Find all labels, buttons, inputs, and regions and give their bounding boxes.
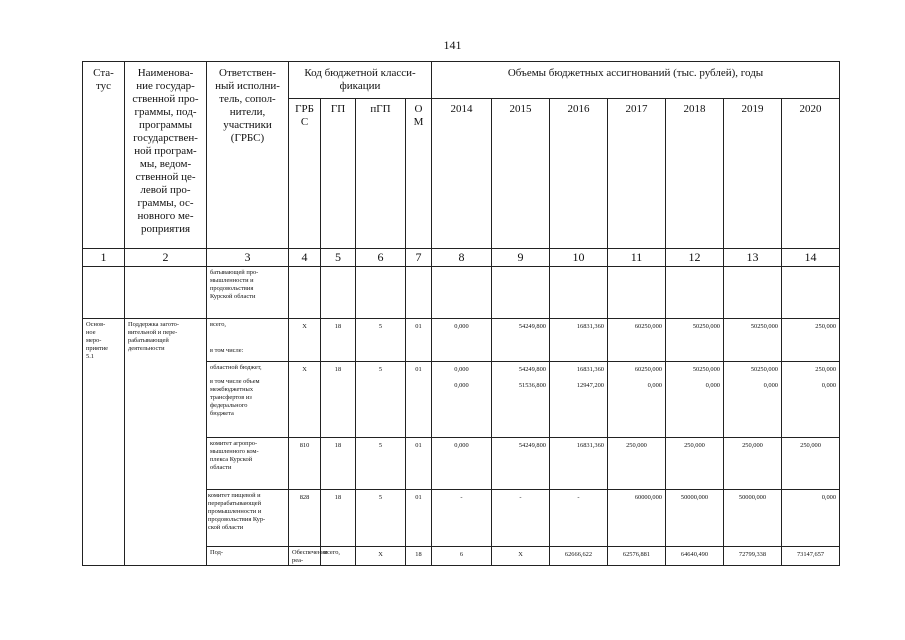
value-cell: 50000,000 xyxy=(724,490,782,547)
om-cell: 01 xyxy=(406,362,432,438)
value-cell: 54249,800 xyxy=(492,319,550,362)
value-cell: 72799,338 xyxy=(724,547,782,566)
responsible-cell xyxy=(207,362,289,438)
responsible-cell: комитет пищевой и перерабатывающей промышленности и продовольствия Кур- ской области xyxy=(207,490,289,547)
value-cell: 50250,000 xyxy=(666,319,724,362)
pgp-cell: 5 xyxy=(356,490,406,547)
column-number: 11 xyxy=(608,249,666,267)
value-cell xyxy=(492,362,550,438)
header-budget-volumes: Объемы бюджетных ассигнований (тыс. рублей), годы xyxy=(432,62,840,99)
value-cell: 16831,360 xyxy=(550,438,608,490)
value: 60250,000 xyxy=(634,366,662,373)
column-number: 7 xyxy=(406,249,432,267)
value: 54249,800 xyxy=(518,366,546,373)
value-cell: 60000,000 xyxy=(608,490,666,547)
value-cell: 62666,622 xyxy=(550,547,608,566)
regional-budget-label: областной бюджет, xyxy=(210,364,262,371)
column-number: 3 xyxy=(207,249,289,267)
value: 0,000 xyxy=(705,382,720,389)
value: 250,000 xyxy=(815,366,837,373)
budget-table xyxy=(82,61,840,566)
column-number: 2 xyxy=(125,249,207,267)
column-number-row xyxy=(83,249,840,267)
value: 0,000 xyxy=(454,366,469,373)
header-budget-code: Код бюджетной класси- фикации xyxy=(289,62,432,99)
header-gp: ГП xyxy=(321,99,356,249)
row-program-name: Поддержка загото- вительной и пере- рабатывающей деятельности xyxy=(125,319,207,566)
pgp-cell: 5 xyxy=(356,438,406,490)
column-number: 14 xyxy=(782,249,840,267)
value: 16831,360 xyxy=(576,366,604,373)
value-cell: 64640,490 xyxy=(666,547,724,566)
value: 50250,000 xyxy=(750,366,778,373)
page-number: 141 xyxy=(443,38,462,52)
value-cell: 250,000 xyxy=(782,438,840,490)
column-number: 4 xyxy=(289,249,321,267)
value-cell: 250,000 xyxy=(724,438,782,490)
grbs-cell: X xyxy=(289,319,321,362)
header-row-group xyxy=(83,62,840,99)
column-number: 13 xyxy=(724,249,782,267)
header-year: 2014 xyxy=(432,99,492,249)
header-year: 2020 xyxy=(782,99,840,249)
om-cell: 01 xyxy=(406,319,432,362)
value-cell: - xyxy=(432,490,492,547)
pgp-cell: 6 xyxy=(432,547,492,566)
value-cell: 54249,800 xyxy=(492,438,550,490)
header-responsible: Ответствен- ный исполни- тель, сопол- нители, участники (ГРБС) xyxy=(207,62,289,249)
grbs-cell: X xyxy=(356,547,406,566)
gp-cell: 18 xyxy=(321,490,356,547)
header-om: О М xyxy=(406,99,432,249)
responsible-cell: батывающей про- мышленности и продовольствия Курской области xyxy=(207,267,289,319)
table-row xyxy=(83,319,840,362)
om-cell: 01 xyxy=(406,490,432,547)
grbs-cell: X xyxy=(289,362,321,438)
gp-cell: 18 xyxy=(321,438,356,490)
value-cell: 73147,657 xyxy=(782,547,840,566)
value-cell: 16831,360 xyxy=(550,319,608,362)
column-number: 6 xyxy=(356,249,406,267)
value: 12947,200 xyxy=(576,382,604,389)
table-row xyxy=(83,267,840,319)
value: 50250,000 xyxy=(692,366,720,373)
value: 0,000 xyxy=(821,382,837,389)
value-cell: 0,000 xyxy=(782,490,840,547)
value-cell: 50000,000 xyxy=(666,490,724,547)
value-cell: 50250,000 xyxy=(724,319,782,362)
value-cell: 250,000 xyxy=(782,319,840,362)
value-cell xyxy=(432,362,492,438)
value-cell: 62576,881 xyxy=(608,547,666,566)
value: 0,000 xyxy=(647,382,662,389)
header-year: 2015 xyxy=(492,99,550,249)
value-cell xyxy=(608,362,666,438)
header-year: 2017 xyxy=(608,99,666,249)
grbs-cell: 810 xyxy=(289,438,321,490)
value-cell xyxy=(782,362,840,438)
gp-cell: 18 xyxy=(406,547,432,566)
row-status: Основ- ное меро- приятие 5.1 xyxy=(83,319,125,566)
column-number: 12 xyxy=(666,249,724,267)
header-year: 2019 xyxy=(724,99,782,249)
column-number: 5 xyxy=(321,249,356,267)
pgp-cell: 5 xyxy=(356,319,406,362)
including-label: в том числе: xyxy=(210,347,244,354)
column-number: 8 xyxy=(432,249,492,267)
value: 51536,800 xyxy=(518,382,546,389)
grbs-cell: 828 xyxy=(289,490,321,547)
value-cell: - xyxy=(492,490,550,547)
federal-transfers-label: в том числе объем межбюджетных трансфертов из федерального бюджета xyxy=(210,378,260,417)
header-status: Ста- тус xyxy=(83,62,125,249)
value-cell xyxy=(724,362,782,438)
responsible-cell: комитет агропро- мышленного ком- плекса Курской области xyxy=(207,438,289,490)
header-year: 2018 xyxy=(666,99,724,249)
total-label: всего, xyxy=(210,321,226,328)
value: 0,000 xyxy=(763,382,778,389)
column-number: 1 xyxy=(83,249,125,267)
value-cell: 0,000 xyxy=(432,438,492,490)
value-cell: - xyxy=(550,490,608,547)
header-program-name: Наименова- ние государ- ственной про- граммы, под- программы государствен- ной програм- мы, ведом- ственной це- левой про- граммы, ос- новного ме- роприятия xyxy=(125,62,207,249)
pgp-cell: 5 xyxy=(356,362,406,438)
om-cell: X xyxy=(492,547,550,566)
gp-cell: 18 xyxy=(321,362,356,438)
row-status: Под- xyxy=(207,547,289,566)
value-cell: 60250,000 xyxy=(608,319,666,362)
column-number: 9 xyxy=(492,249,550,267)
header-pgp: пГП xyxy=(356,99,406,249)
header-grbs: ГРБ С xyxy=(289,99,321,249)
value: 0,000 xyxy=(454,382,469,389)
responsible-cell xyxy=(207,319,289,362)
value-cell xyxy=(666,362,724,438)
row-program-name: Обеспечение реа- xyxy=(289,547,321,566)
column-number: 10 xyxy=(550,249,608,267)
responsible-cell: всего, xyxy=(321,547,356,566)
value-cell: 250,000 xyxy=(666,438,724,490)
om-cell: 01 xyxy=(406,438,432,490)
value-cell: 250,000 xyxy=(608,438,666,490)
value-cell: 0,000 xyxy=(432,319,492,362)
value-cell xyxy=(550,362,608,438)
header-year: 2016 xyxy=(550,99,608,249)
gp-cell: 18 xyxy=(321,319,356,362)
